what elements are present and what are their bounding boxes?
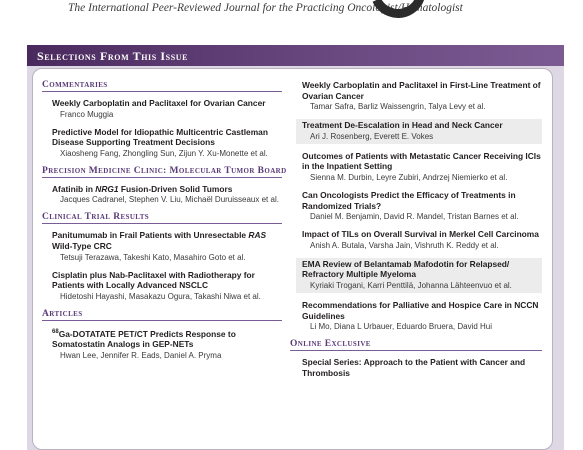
article-title[interactable]: Outcomes of Patients with Metastatic Cancer Receiving ICIs in the Inpatient Setting <box>302 150 541 172</box>
article-title[interactable] <box>52 184 282 195</box>
title-superscript: 68 <box>52 328 59 335</box>
article-title[interactable]: Predictive Model for Idiopathic Multicentric Castleman Disease Supporting Treatment Decisions <box>52 126 268 148</box>
article-title[interactable]: Recommendations for Palliative and Hospice Care in NCCN Guidelines <box>302 299 539 321</box>
list-item[interactable] <box>302 357 542 378</box>
article-authors: Daniel M. Benjamin, David R. Mandel, Tristan Barnes et al. <box>310 212 519 222</box>
list-item[interactable] <box>296 119 542 144</box>
title-prefix: Panitumumab in Frail Patients with Unresectable <box>52 230 249 241</box>
article-title[interactable]: Weekly Carboplatin and Paclitaxel for Ovarian Cancer <box>52 98 266 108</box>
list-item[interactable] <box>296 258 542 293</box>
list-item[interactable] <box>52 230 282 262</box>
article-authors: Tamar Safra, Barliz Waissengrin, Talya Levy et al. <box>310 102 486 112</box>
list-item[interactable] <box>302 151 542 183</box>
title-suffix: Wild-Type CRC <box>52 240 112 251</box>
list-item[interactable] <box>52 127 282 159</box>
section-heading-clinical-trial-results: Clinical Trial Results <box>42 212 282 224</box>
article-authors: Li Mo, Diana L Urbauer, Eduardo Bruera, David Hui <box>310 322 493 332</box>
article-title[interactable]: EMA Review of Belantamab Mafodotin for Relapsed/ Refractory Multiple Myeloma <box>302 258 510 280</box>
list-item[interactable] <box>52 327 282 361</box>
section-heading-precision-medicine: Precision Medicine Clinic: Molecular Tumor Board <box>42 165 287 176</box>
article-authors: Hwan Lee, Jennifer R. Eads, Daniel A. Pryma <box>60 350 222 360</box>
article-authors: Hidetoshi Hayashi, Masakazu Ogura, Takashi Niwa et al. <box>60 291 261 301</box>
title-text: Ga-DOTATATE PET/CT Predicts Response to Somatostatin Analogs in GEP-NETs <box>52 328 236 350</box>
article-authors: Sienna M. Durbin, Leyre Zubiri, Andrzej Niemierko et al. <box>310 172 508 182</box>
title-suffix: Fusion-Driven Solid Tumors <box>118 183 233 194</box>
list-item[interactable] <box>52 98 282 120</box>
article-authors: Kyriaki Trogani, Karri Penttilä, Johanna Lähteenvuo et al. <box>310 280 512 290</box>
title-gene: NRG1 <box>95 183 119 194</box>
selections-banner: Selections From This Issue <box>27 45 564 66</box>
left-column <box>42 80 287 368</box>
article-title[interactable]: Special Series: Approach to the Patient with Cancer and Thrombosis <box>302 357 526 378</box>
list-item[interactable] <box>302 190 542 222</box>
title-prefix: Afatinib in <box>52 183 96 194</box>
article-title[interactable] <box>52 327 282 350</box>
list-item[interactable] <box>302 229 542 251</box>
section-heading-online-exclusive: Online Exclusive <box>290 339 542 351</box>
article-title[interactable]: Weekly Carboplatin and Paclitaxel in First-Line Treatment of Ovarian Cancer <box>302 80 541 101</box>
article-authors: Xiaosheng Fang, Zhongling Sun, Zijun Y. Xu-Monette et al. <box>60 148 268 158</box>
section-heading-commentaries: Commentaries <box>42 80 282 92</box>
list-item[interactable] <box>302 300 542 332</box>
list-item[interactable] <box>52 184 282 206</box>
title-gene: RAS <box>248 230 267 241</box>
list-item[interactable] <box>52 270 282 302</box>
article-authors: Franco Muggia <box>60 109 114 119</box>
right-column <box>290 80 542 385</box>
article-title[interactable]: Cisplatin plus Nab-Paclitaxel with Radiotherapy for Patients with Locally Advanced NSCLC <box>52 269 255 291</box>
article-authors: Tetsuji Terazawa, Takeshi Kato, Masahiro Goto et al. <box>60 252 246 262</box>
section-heading-articles: Articles <box>42 309 282 321</box>
article-authors: Jacques Cadranel, Stephen V. Liu, Michaël Duruisseaux et al. <box>60 195 279 205</box>
article-title[interactable]: Can Oncologists Predict the Efficacy of Treatments in Randomized Trials? <box>302 189 516 211</box>
article-title[interactable] <box>52 230 282 251</box>
article-title[interactable]: Treatment De-Escalation in Head and Neck Cancer <box>302 120 503 131</box>
journal-tagline: The International Peer-Reviewed Journal for the Practicing Oncologist/Hematologist <box>68 2 463 14</box>
list-item[interactable] <box>302 80 542 112</box>
article-authors: Ari J. Rosenberg, Everett E. Vokes <box>310 131 434 141</box>
article-authors: Anish A. Butala, Varsha Jain, Vishruth K. Reddy et al. <box>310 240 499 250</box>
article-title[interactable]: Impact of TILs on Overall Survival in Merkel Cell Carcinoma <box>302 229 539 240</box>
